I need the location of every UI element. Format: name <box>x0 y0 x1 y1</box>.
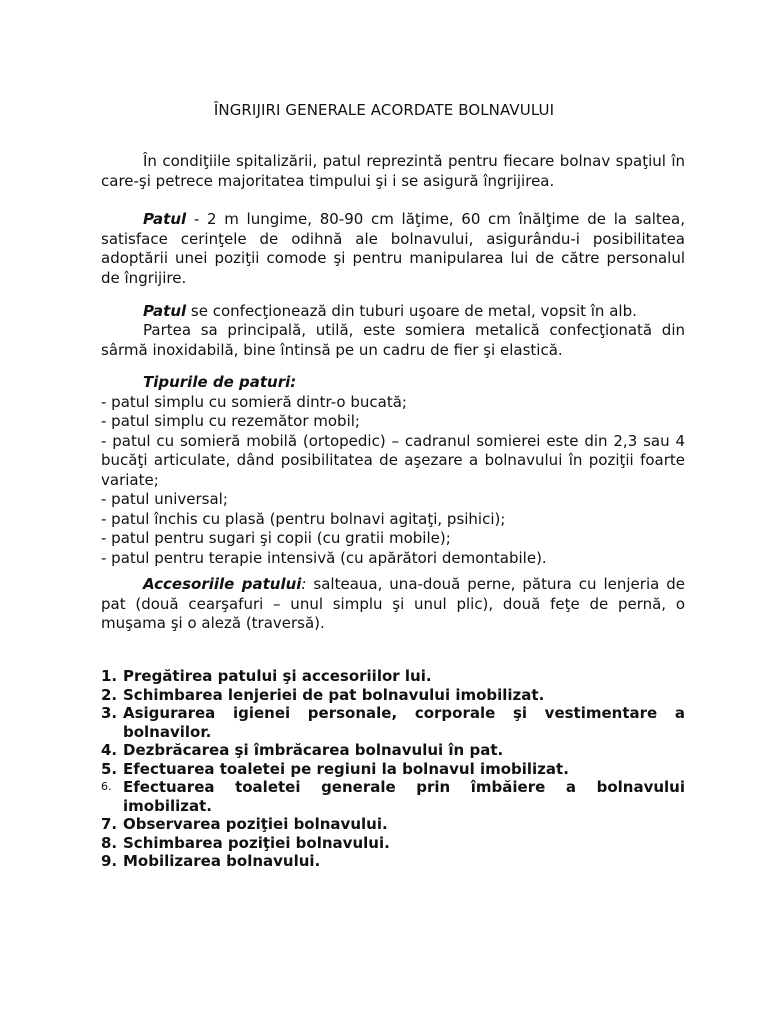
list-item: 3. Asigurarea igienei personale, corporale şi vestimentare a bolnavilor. <box>101 704 685 741</box>
bed-term: Patul <box>143 210 187 228</box>
list-item: 7. Observarea poziţiei bolnavului. <box>101 815 388 833</box>
accessories-term: Accesoriile patului <box>143 575 302 593</box>
bed-type-item: - patul simplu cu somieră dintr-o bucată; <box>101 392 407 411</box>
intro-paragraph: În condiţiile spitalizării, patul reprezintă pentru fiecare bolnav spaţiul în care-şi petrece majoritatea timpului şi i se asigură îngrijirea. <box>101 152 685 190</box>
list-item: 4. Dezbrăcarea şi îmbrăcarea bolnavului în pat. <box>101 741 504 759</box>
bed-types-heading: Tipurile de paturi: <box>143 373 297 391</box>
mattress-paragraph: Partea sa principală, utilă, este somiera metalică confecţionată din sârmă inoxidabilă, bine întinsă pe un cadru de fier şi elastică. <box>101 321 685 359</box>
list-item: 6. Efectuarea toaletei generale prin îmbăiere a bolnavului imobilizat. <box>101 778 685 815</box>
bed-type-item: - patul pentru sugari şi copii (cu gratii mobile); <box>101 529 451 547</box>
bed-type-item: - patul simplu cu rezemător mobil; <box>101 412 360 430</box>
list-item: 1. Pregătirea patului şi accesoriilor lui. <box>101 667 432 685</box>
bed-material-text: se confecţionează din tuburi uşoare de metal, vopsit în alb. <box>186 302 637 320</box>
care-tasks-list <box>101 667 685 871</box>
bed-material-paragraph <box>101 302 685 322</box>
bed-dimensions-text: - 2 m lungime, 80-90 cm lăţime, 60 cm înălţime de la saltea, satisface cerinţele de odihnă ale bolnavului, asigurându-i posibilitatea adoptării unei poziţii comode şi pentru manipularea lui de către personalul de îngrijire. <box>101 210 685 287</box>
list-item: 5. Efectuarea toaletei pe regiuni la bolnavul imobilizat. <box>101 759 569 778</box>
bed-dimensions-paragraph <box>101 210 685 288</box>
list-item: 2. Schimbarea lenjeriei de pat bolnavului imobilizat. <box>101 685 545 704</box>
bed-type-item: - patul închis cu plasă (pentru bolnavi agitaţi, psihici); <box>101 509 506 528</box>
bed-type-item: - patul cu somieră mobilă (ortopedic) – cadranul somierei este din 2,3 sau 4 bucăţi articulate, dând posibilitatea de aşezare a bolnavului în poziţii foarte variate; <box>101 431 685 489</box>
list-item: 8. Schimbarea poziţiei bolnavului. <box>101 833 390 852</box>
page-title: ÎNGRIJIRI GENERALE ACORDATE BOLNAVULUI <box>213 101 555 119</box>
bed-type-item: - patul pentru terapie intensivă (cu apărători demontabile). <box>101 548 547 567</box>
bed-types-section <box>101 373 685 568</box>
accessories-text: salteaua, una-două perne, pătura cu lenjeria de pat (două cearşafuri – unul simplu şi unul plic), două feţe de pernă, o muşama şi o aleză (traversă). <box>101 575 685 632</box>
accessories-colon: : <box>301 575 307 593</box>
bed-type-item: - patul universal; <box>101 490 228 508</box>
list-item: 9. Mobilizarea bolnavului. <box>101 852 321 870</box>
accessories-paragraph <box>101 575 685 634</box>
bed-material-term: Patul <box>143 302 187 320</box>
